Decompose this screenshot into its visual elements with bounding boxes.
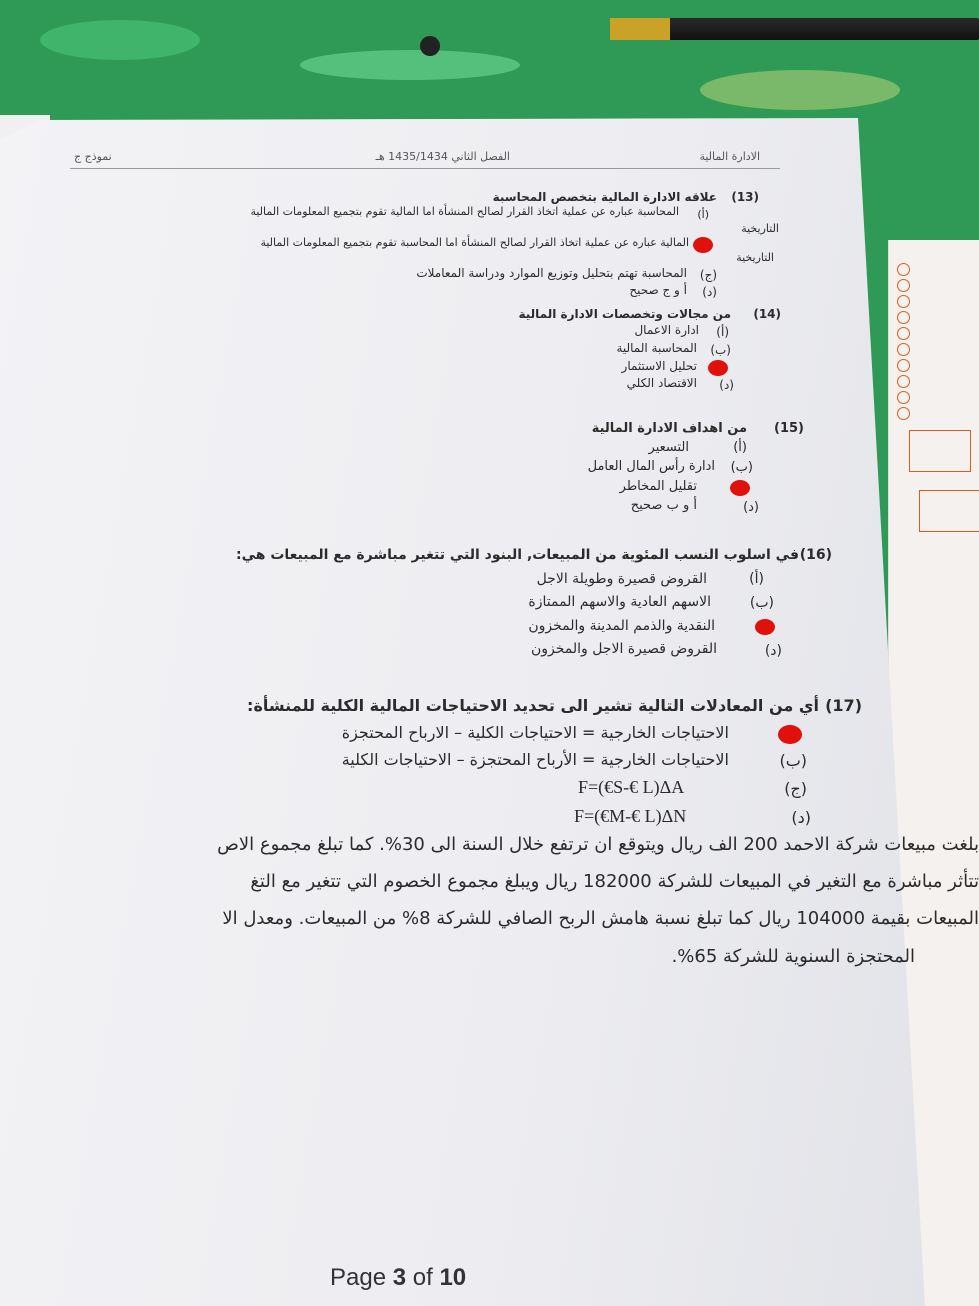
option-letter: (ج) — [699, 268, 717, 282]
question-14-number: (14) — [753, 307, 781, 321]
page-number — [330, 1264, 490, 1292]
option-text: ادارة رأس المال العامل — [587, 459, 715, 474]
option-text: الاحتياجات الخارجية = الاحتياجات الكلية – الارباح المحتجزة — [341, 723, 729, 742]
question-14-stem: من مجالات وتخصصات الادارة المالية — [518, 307, 731, 321]
problem-paragraph-line: المبيعات بقيمة 104000 ريال كما تبلغ نسبة هامش الربح الصافي للشركة 8% من المبيعات. ومعدل الا — [222, 908, 979, 929]
option-letter: (أ) — [749, 571, 764, 587]
option-text: أ و ب صحيح — [630, 498, 697, 513]
option-letter: (د) — [743, 500, 759, 515]
option-letter: (د) — [791, 808, 811, 827]
option-text: الاحتياجات الخارجية = الأرباح المحتجزة – الاحتياجات الكلية — [341, 750, 729, 769]
option-text: النقدية والذمم المدينة والمخزون — [528, 618, 715, 634]
option-letter: (د) — [764, 643, 782, 659]
answer-mark-icon — [693, 237, 713, 253]
problem-paragraph-line: تتأثر مباشرة مع التغير في المبيعات للشركة 182000 ريال ويبلغ مجموع الخصوم التي تتغير مع التغ — [250, 871, 979, 892]
problem-paragraph-line: المحتجزة السنوية للشركة 65%. — [671, 946, 915, 967]
answer-mark-icon — [730, 480, 750, 496]
page-header — [70, 148, 780, 169]
option-text: القروض قصيرة وطويلة الاجل — [536, 571, 707, 587]
option-letter: (ب) — [710, 343, 731, 357]
header-form: نموذج ج — [74, 150, 112, 163]
option-letter: (ب) — [779, 751, 807, 770]
answer-mark-icon — [708, 360, 728, 376]
option-text: تقليل المخاطر — [619, 479, 697, 494]
option-letter: (أ) — [733, 440, 747, 455]
option-text: الاسهم العادية والاسهم الممتازة — [528, 594, 711, 610]
option-text: ادارة الاعمال — [634, 323, 699, 337]
answer-mark-icon — [755, 619, 775, 635]
option-text: تحليل الاستثمار — [621, 359, 697, 373]
total-pages: 10 — [439, 1264, 467, 1291]
question-16-stem: في اسلوب النسب المئوية من المبيعات, البنود التي تتغير مباشرة مع المبيعات هي: — [235, 547, 799, 563]
question-16-number: (16) — [799, 547, 832, 563]
question-17-stem: أي من المعادلات التالية تشير الى تحديد الاحتياجات المالية الكلية للمنشأة: — [247, 696, 819, 715]
question-13-stem: علاقه الادارة المالية بتخصص المحاسبة — [492, 190, 717, 204]
header-course: الادارة المالية — [699, 150, 760, 163]
option-text: المالية عباره عن عملية اتخاذ القرار لصالح المنشأة اما المحاسبة تقوم بتجميع المعلومات المالية — [260, 236, 689, 249]
page-separator: of — [406, 1264, 440, 1291]
option-letter: (ب) — [749, 595, 774, 611]
problem-paragraph-line: بلغت مبيعات شركة الاحمد 200 الف ريال ويتوقع ان ترتفع خلال السنة الى 30%. كما تبلغ مجموع الاص — [217, 834, 979, 855]
option-text: الاقتصاد الكلي — [626, 376, 697, 390]
formula-2: F=(€M-€ L)ΔN — [574, 806, 687, 826]
current-page: 3 — [392, 1264, 407, 1291]
header-term: الفصل الثاني 1435/1434 هـ — [375, 150, 510, 163]
option-text: التسعير — [648, 440, 689, 455]
formula-1: F=(€S-€ L)ΔA — [578, 777, 685, 797]
option-text: المحاسبة عباره عن عملية اتخاذ القرار لصالح المنشأة اما المالية تقوم بتجميع المعلومات المالية — [250, 205, 679, 218]
question-15-number: (15) — [774, 421, 804, 436]
option-text: التاريخية — [736, 251, 774, 264]
option-letter: (أ) — [697, 208, 709, 221]
option-letter: (د) — [719, 378, 734, 392]
option-text: المحاسبة المالية — [616, 341, 697, 355]
question-13-number: (13) — [731, 190, 759, 204]
answer-mark-icon — [778, 725, 802, 744]
option-text: أ و ج صحيح — [629, 283, 687, 297]
option-text: المحاسبة تهتم بتحليل وتوزيع الموارد ودراسة المعاملات — [416, 266, 687, 280]
page-prefix: Page — [330, 1264, 393, 1291]
option-text: التاريخية — [741, 222, 779, 235]
option-letter: (ب) — [730, 460, 753, 475]
question-17-number: (17) — [825, 696, 862, 715]
option-text: القروض قصيرة الاجل والمخزون — [530, 641, 717, 657]
option-letter: (ج) — [784, 779, 807, 798]
option-letter: (أ) — [716, 325, 729, 339]
question-15-stem: من اهداف الادارة المالية — [591, 421, 747, 436]
option-letter: (د) — [702, 285, 717, 299]
